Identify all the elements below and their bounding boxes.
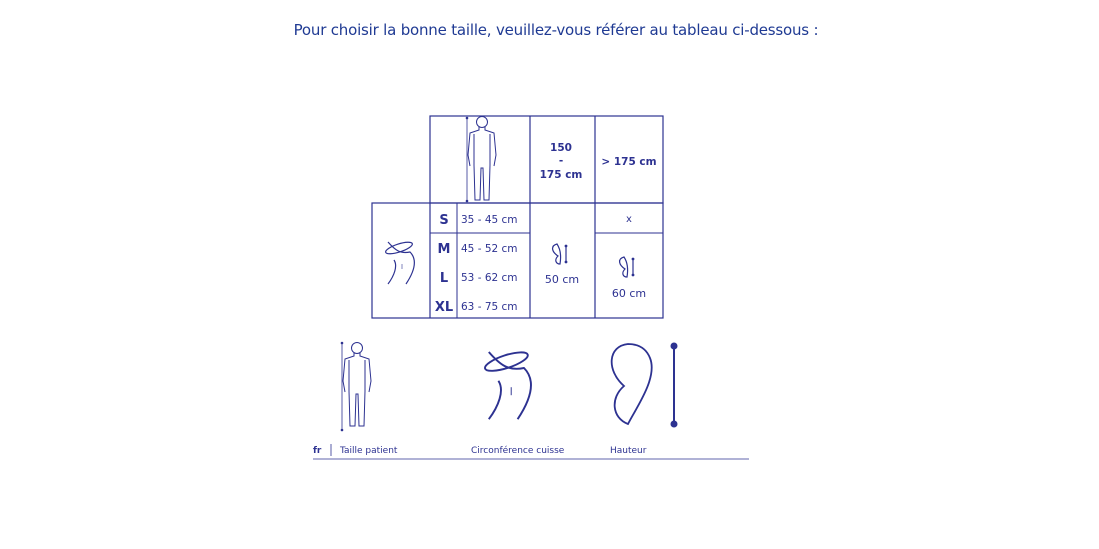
size-row-xl [435, 300, 518, 315]
legend-knee-brace-icon [612, 344, 652, 424]
size-row-s [439, 213, 517, 228]
page-heading: Pour choisir la bonne taille, veuillez-vous référer au tableau ci-dessous : [293, 21, 819, 39]
legend-item-thigh-circumference: Circonférence cuisse [471, 446, 565, 456]
height-icon [671, 343, 678, 428]
size-row-l [440, 271, 518, 286]
legend [313, 444, 749, 459]
size-range: 63 - 75 cm [461, 301, 518, 313]
knee-brace-icon [620, 257, 635, 277]
size-label: S [439, 213, 449, 228]
legend-person-icon [341, 342, 371, 432]
legend-item-patient-height: Taille patient [340, 446, 398, 456]
legend-thigh-icon [483, 349, 531, 420]
height-range-start: 150 [550, 142, 572, 154]
height-over-175: > 175 cm [601, 156, 657, 168]
knee-brace-icon [553, 244, 568, 264]
brace-height-60: 60 cm [611, 287, 647, 300]
unavailable-mark: x [626, 214, 632, 225]
size-label: XL [434, 300, 454, 315]
size-range: 53 - 62 cm [461, 272, 518, 284]
legend-item-height: Hauteur [610, 446, 647, 456]
size-row-m [438, 242, 518, 257]
brace-50-cell [545, 244, 579, 286]
size-label: L [439, 271, 449, 286]
height-range-dash: - [558, 155, 564, 167]
brace-height-50: 50 cm [544, 273, 580, 286]
thigh-icon [384, 240, 414, 284]
size-label: M [437, 242, 451, 257]
size-range: 35 - 45 cm [461, 214, 518, 226]
size-range: 45 - 52 cm [461, 243, 518, 255]
brace-60-cell [612, 257, 646, 300]
person-icon [466, 117, 496, 203]
legend-language: fr [313, 446, 322, 456]
height-range-end: 175 cm [539, 169, 583, 181]
